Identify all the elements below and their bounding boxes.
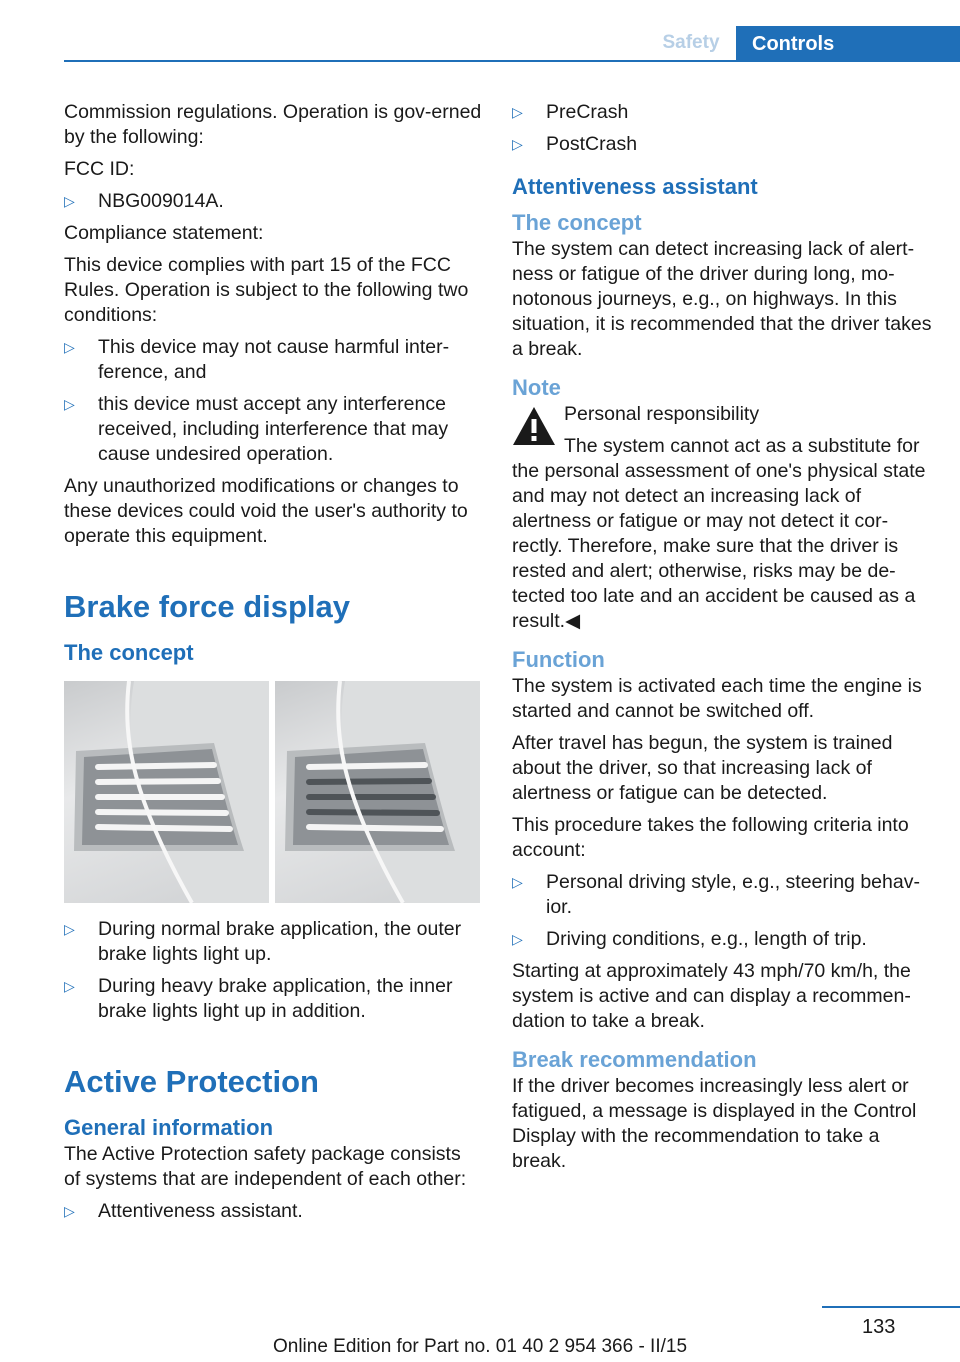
list-item: ▷ Attentiveness assistant. <box>64 1200 303 1222</box>
heading-note: Note <box>512 375 561 400</box>
triangle-right-icon: ▷ <box>64 339 75 355</box>
brake-lights-heavy-image <box>275 681 480 903</box>
heading-function: Function <box>512 647 605 672</box>
brake-lights-figure <box>64 681 480 903</box>
warning-note <box>512 402 932 634</box>
paragraph-function-4: Starting at approximately 43 mph/70 km/h, the system is active and can display a recommen‐dation to take a break. <box>512 960 911 1032</box>
header-rule <box>64 60 960 62</box>
list-item: ▷ During heavy brake application, the inner brake lights light up in addition. <box>64 975 453 1022</box>
tab-controls[interactable]: Controls <box>736 26 960 62</box>
note-title: Personal responsibility <box>564 403 760 425</box>
tab-safety[interactable]: Safety <box>662 32 720 53</box>
triangle-right-icon: ▷ <box>512 104 523 120</box>
paragraph-break: If the driver becomes increasingly less alert or fatigued, a message is displayed in the Control Display with the recommendation to take a break. <box>512 1075 917 1172</box>
list-item: ▷ PreCrash <box>512 101 629 123</box>
list-item: ▷ NBG009014A. <box>64 190 224 212</box>
paragraph-device: This device complies with part 15 of the FCC Rules. Operation is subject to the following two conditions: <box>64 254 469 326</box>
heading-general-information: General information <box>64 1115 274 1140</box>
footer-rule <box>822 1306 960 1308</box>
list-item: ▷ PostCrash <box>512 133 638 155</box>
page-number: 133 <box>862 1316 896 1338</box>
triangle-right-icon: ▷ <box>64 193 75 209</box>
conditions-list <box>64 335 482 467</box>
paragraph-concept: The system can detect increasing lack of alert‐ness or fatigue of the driver during long, mo‐notonous journeys, e.g., on highways. In this situation, it is recommended that the driver takes a break. <box>512 238 932 360</box>
general-list <box>64 1199 482 1224</box>
list-item: ▷ During normal brake application, the outer brake lights light up. <box>64 918 462 965</box>
list-item: ▷ Personal driving style, e.g., steering behav‐ior. <box>512 871 920 918</box>
heading-active-protection: Active Protection <box>64 1064 319 1099</box>
heading-the-concept: The concept <box>512 210 642 235</box>
fcc-label: FCC ID: <box>64 158 135 180</box>
triangle-right-icon: ▷ <box>64 396 75 412</box>
triangle-right-icon: ▷ <box>512 136 523 152</box>
right-column <box>512 100 932 1181</box>
list-item: ▷ this device must accept any interference received, including interference that may cause undesired operation. <box>64 393 449 465</box>
brake-lights-normal-image <box>64 681 269 903</box>
paragraph-general: The Active Protection safety package consists of systems that are independent of each other: <box>64 1143 467 1190</box>
heading-the-concept: The concept <box>64 640 194 665</box>
page-header <box>0 0 960 64</box>
paragraph-commission: Commission regulations. Operation is gov‐erned by the following: <box>64 101 482 148</box>
protection-list <box>512 100 932 157</box>
tail-light-icon <box>275 681 480 903</box>
triangle-right-icon: ▷ <box>512 931 523 947</box>
note-body: The system cannot act as a substitute for the personal assessment of one's physical state and may not detect an increasing lack of alertness or fatigue or may not detect it cor‐rectly. Therefore, make sure that the driver is rested and alert; otherwise, risks may be de‐tected too late and an accident be caused as a result.◀ <box>512 435 926 632</box>
compliance-label: Compliance statement: <box>64 222 264 244</box>
brake-list <box>64 917 482 1024</box>
paragraph-modifications: Any unauthorized modifications or changes to these devices could void the user's authority to operate this equipment. <box>64 475 468 547</box>
fcc-list <box>64 189 482 214</box>
paragraph-function-2: After travel has begun, the system is trained about the driver, so that increasing lack of alertness or fatigue can be detected. <box>512 732 893 804</box>
heading-break-recommendation: Break recommendation <box>512 1047 757 1072</box>
triangle-right-icon: ▷ <box>512 874 523 890</box>
tail-light-icon <box>64 681 269 903</box>
edition-footer: Online Edition for Part no. 01 40 2 954 366 - II/15 <box>272 1336 688 1357</box>
triangle-right-icon: ▷ <box>64 978 75 994</box>
triangle-right-icon: ▷ <box>64 1203 75 1219</box>
heading-brake-force-display: Brake force display <box>64 589 351 624</box>
criteria-list <box>512 870 932 952</box>
paragraph-function-1: The system is activated each time the engine is started and cannot be switched off. <box>512 675 922 722</box>
list-item: ▷ This device may not cause harmful inter‐ference, and <box>64 336 450 383</box>
triangle-right-icon: ▷ <box>64 921 75 937</box>
heading-attentiveness-assistant: Attentiveness assistant <box>512 174 758 199</box>
paragraph-function-3: This procedure takes the following criteria into account: <box>512 814 909 861</box>
list-item: ▷ Driving conditions, e.g., length of trip. <box>512 928 867 950</box>
warning-triangle-icon <box>512 406 556 446</box>
left-column <box>64 100 482 1231</box>
